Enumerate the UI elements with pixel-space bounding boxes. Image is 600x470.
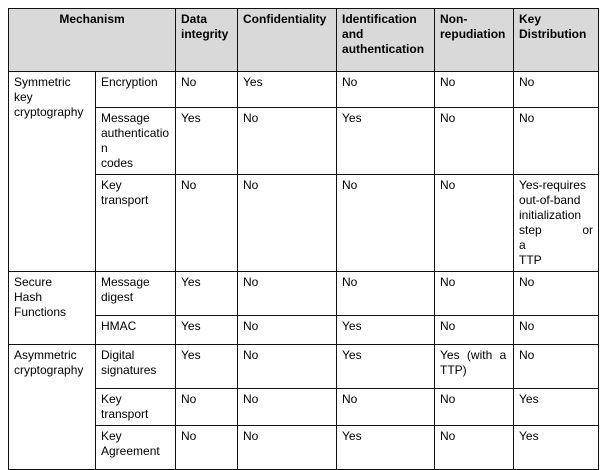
confidentiality-cell: No [238, 272, 337, 316]
group-symmetric-key-cryptography: Symmetric key cryptography [9, 72, 96, 272]
non-repudiation-cell: No [435, 272, 514, 316]
confidentiality-cell: No [238, 389, 337, 426]
confidentiality-cell: No [238, 175, 337, 272]
non-repudiation-cell: No [435, 316, 514, 345]
confidentiality-cell: No [238, 345, 337, 389]
data-integrity-cell: No [176, 72, 238, 108]
confidentiality-cell: No [238, 108, 337, 175]
header-key-distribution: Key Distribution [514, 9, 599, 72]
header-non-repudiation: Non- repudiation [435, 9, 514, 72]
mechanism-cell: Message authentication codes [96, 108, 176, 175]
authentication-cell: No [337, 175, 435, 272]
header-confidentiality: Confidentiality [238, 9, 337, 72]
non-repudiation-cell: No [435, 175, 514, 272]
mechanism-cell: Encryption [96, 72, 176, 108]
data-integrity-cell: Yes [176, 316, 238, 345]
non-repudiation-cell: Yes (with a TTP) [435, 345, 514, 389]
header-identification-authentication: Identification and authentication [337, 9, 435, 72]
key-distribution-cell: Yes-requires out-of-band initialization step or a TTP [514, 175, 599, 272]
authentication-cell: Yes [337, 316, 435, 345]
authentication-cell: Yes [337, 345, 435, 389]
non-repudiation-cell: No [435, 72, 514, 108]
data-integrity-cell: Yes [176, 272, 238, 316]
authentication-cell: Yes [337, 108, 435, 175]
key-distribution-cell: Yes [514, 389, 599, 426]
data-integrity-cell: No [176, 175, 238, 272]
table-row [9, 389, 599, 426]
mechanism-cell: HMAC [96, 316, 176, 345]
authentication-cell: No [337, 389, 435, 426]
key-distribution-cell: No [514, 108, 599, 175]
confidentiality-cell: No [238, 426, 337, 470]
data-integrity-cell: Yes [176, 108, 238, 175]
mechanism-cell: Key transport [96, 175, 176, 272]
mechanism-cell: Digital signatures [96, 345, 176, 389]
group-secure-hash-functions: Secure Hash Functions [9, 272, 96, 345]
group-asymmetric-cryptography: Asymmetric cryptography [9, 345, 96, 470]
authentication-cell: No [337, 272, 435, 316]
header-data-integrity: Data integrity [176, 9, 238, 72]
non-repudiation-cell: No [435, 389, 514, 426]
non-repudiation-cell: No [435, 426, 514, 470]
mechanism-cell: Key Agreement [96, 426, 176, 470]
mechanism-cell: Message digest [96, 272, 176, 316]
table-row [9, 316, 599, 345]
data-integrity-cell: Yes [176, 345, 238, 389]
key-distribution-cell: No [514, 72, 599, 108]
key-distribution-cell: No [514, 316, 599, 345]
confidentiality-cell: Yes [238, 72, 337, 108]
authentication-cell: Yes [337, 426, 435, 470]
table-row [9, 72, 599, 108]
mechanism-cell: Key transport [96, 389, 176, 426]
non-repudiation-cell: No [435, 108, 514, 175]
table-row [9, 175, 599, 272]
key-distribution-cell: Yes [514, 426, 599, 470]
table-row [9, 108, 599, 175]
header-row [9, 9, 599, 72]
header-mechanism: Mechanism [9, 9, 176, 72]
table-row [9, 345, 599, 389]
confidentiality-cell: No [238, 316, 337, 345]
data-integrity-cell: No [176, 389, 238, 426]
key-distribution-cell: No [514, 345, 599, 389]
data-integrity-cell: No [176, 426, 238, 470]
authentication-cell: No [337, 72, 435, 108]
security-mechanisms-table [8, 8, 599, 470]
table-row [9, 272, 599, 316]
key-distribution-cell: No [514, 272, 599, 316]
